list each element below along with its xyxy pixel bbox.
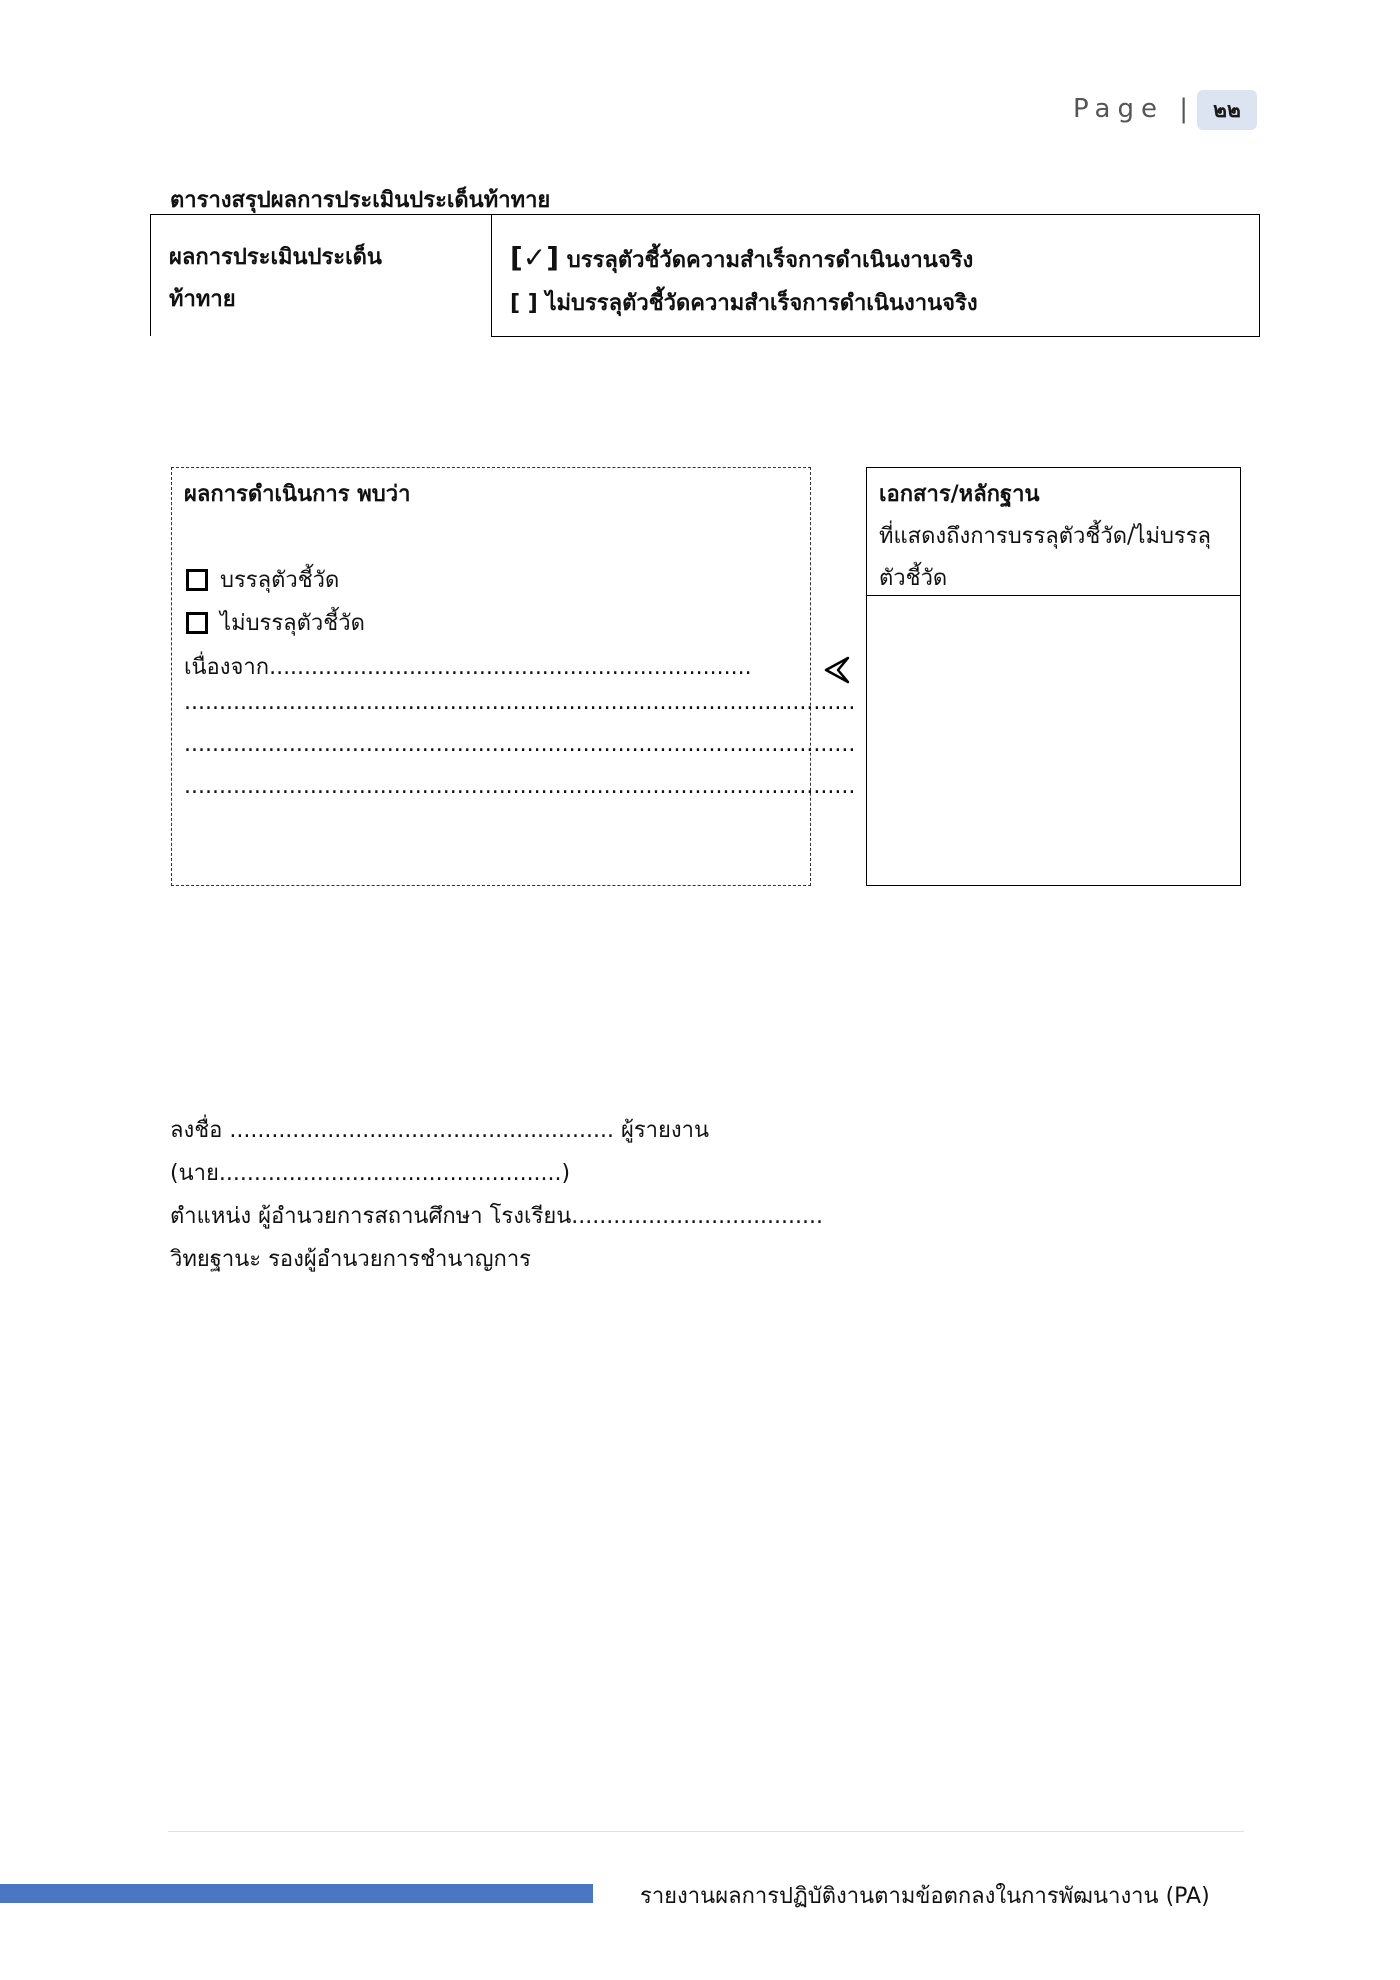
because-field[interactable]: เนื่องจาก..................................................................... [184, 655, 752, 680]
option-not-achieved-label: ไม่บรรลุตัวชี้วัดความสำเร็จการดำเนินงานจริง [545, 291, 978, 316]
option-achieved-row [510, 241, 973, 277]
footer-divider [168, 1831, 1244, 1832]
blank-line[interactable]: ................................................................................................ [184, 774, 856, 799]
summary-label-line1: ผลการประเมินประเด็น [169, 245, 382, 270]
academic-rank-line: วิทยฐานะ รองผู้อำนวยการชำนาญการ [170, 1247, 532, 1272]
footer-title: รายงานผลการปฏิบัติงานตามข้อตกลงในการพัฒนางาน (PA) [640, 1884, 1210, 1909]
summary-options-cell [491, 214, 1260, 337]
arrow-left-icon-svg [824, 655, 850, 685]
summary-label [169, 237, 382, 321]
signature-line[interactable]: ลงชื่อ ....................................................... ผู้รายงาน [170, 1118, 710, 1143]
page-label: Page | [1073, 94, 1195, 124]
evidence-title: เอกสาร/หลักฐาน [879, 482, 1040, 507]
evidence-description: ที่แสดงถึงการบรรลุตัวชี้วัด/ไม่บรรลุตัวชี้วัด [879, 524, 1212, 591]
option-not-achieved-row [510, 285, 978, 320]
result-heading: ผลการดำเนินการ พบว่า [184, 482, 411, 507]
footer-accent-bar [0, 1884, 593, 1903]
checkbox-achieved-label: บรรลุตัวชี้วัด [220, 568, 340, 593]
blank-line[interactable]: ................................................................................................ [184, 732, 856, 757]
result-box [171, 467, 856, 886]
checkbox-not-achieved-label: ไม่บรรลุตัวชี้วัด [220, 611, 365, 636]
arrow-left-icon [824, 655, 850, 693]
blank-line[interactable]: ................................................................................................ [184, 690, 856, 715]
checkbox-not-achieved-row [186, 605, 365, 640]
signer-name-line[interactable]: (นาย.................................................) [170, 1161, 571, 1186]
summary-label-line2: ท้าทาย [169, 287, 236, 312]
option-achieved-label: บรรลุตัวชี้วัดความสำเร็จการดำเนินงานจริง [566, 248, 974, 273]
checkbox-achieved[interactable] [186, 569, 208, 591]
position-line[interactable]: ตำแหน่ง ผู้อำนวยการสถานศึกษา โรงเรียน.................................... [170, 1204, 823, 1229]
summary-label-cell [150, 214, 492, 336]
unchecked-box-icon[interactable]: [ ] [510, 291, 538, 316]
evidence-divider [867, 595, 1240, 596]
evidence-box [866, 467, 1241, 886]
page-number-badge: ๒๒ [1197, 90, 1257, 130]
checkbox-achieved-row [186, 562, 339, 597]
checkbox-not-achieved[interactable] [186, 612, 208, 634]
checked-box-icon[interactable]: [✓] [510, 241, 560, 274]
summary-table-title: ตารางสรุปผลการประเมินประเด็นท้าทาย [170, 188, 551, 213]
